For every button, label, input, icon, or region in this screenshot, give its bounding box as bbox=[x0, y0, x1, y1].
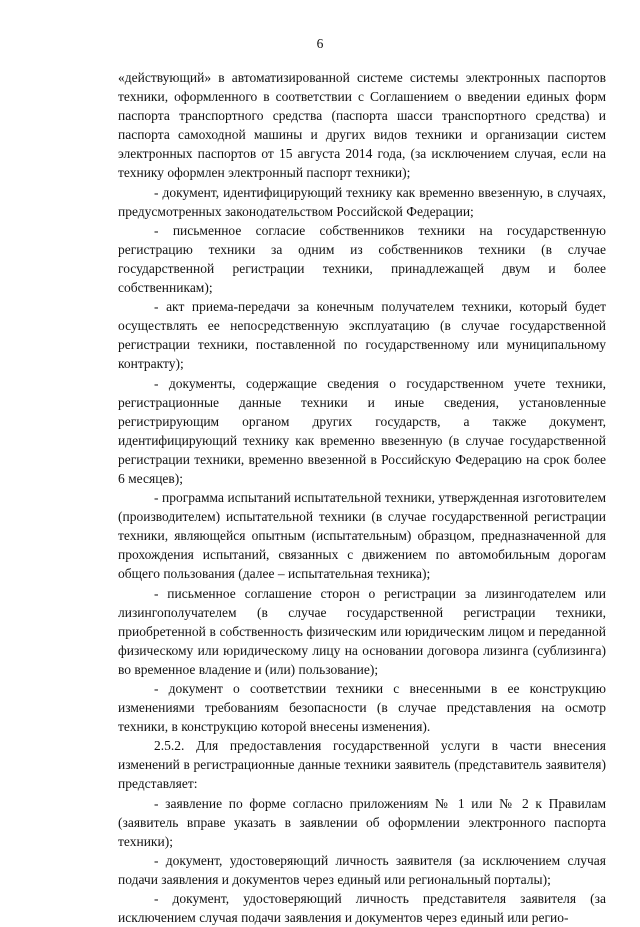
paragraph-leasing-agreement: - письменное соглашение сторон о регистрации за лизингодателем или лизингополучателем (в случае государственной регистрации техники, приобретенной в собственность физическим или юридическим лицом и переданной физическому или юридическому лицу на основании договора лизинга (сублизинга) во временное владение и (или) пользование); bbox=[118, 585, 606, 677]
paragraph-owners-consent: - письменное согласие собственников техники на государственную регистрацию техники за одним из собственников техники (в случае государственной регистрации техники, принадлежащей двум и более собственникам); bbox=[118, 222, 606, 296]
paragraph-foreign-registration-documents: - документы, содержащие сведения о государственном учете техники, регистрационные данные техники и иные сведения, установленные регистрирующим органом других государств, а также документ, идентифицирующий технику как временно ввезенную (в случае государственной регистрации техники, временно ввезенной в Российскую Федерацию на срок более 6 месяцев); bbox=[118, 375, 606, 486]
page-number: 6 bbox=[316, 36, 324, 51]
document-body bbox=[118, 68, 606, 927]
paragraph-test-program: - программа испытаний испытательной техники, утвержденная изготовителем (производителем) испытательной техники (в случае государственной регистрации техники, являющейся опытным (испытательным) образцом, предназначенной для прохождения испытаний, связанных с движением по автомобильным дорогам общего пользования (далее – испытательная техника); bbox=[118, 490, 606, 582]
paragraph-application-form: - заявление по форме согласно приложениям № 1 или № 2 к Правилам (заявитель вправе указать в заявлении об оформлении электронного паспорта техники); bbox=[118, 795, 606, 849]
paragraph-representative-identity: - документ, удостоверяющий личность представителя заявителя (за исключением случая подачи заявления и документов через единый или регио- bbox=[118, 891, 606, 926]
paragraph-conformity-document: - документ о соответствии техники с внесенными в ее конструкцию изменениями требованиям безопасности (в случае представления на осмотр техники, в конструкцию которой внесены изменения). bbox=[118, 681, 606, 735]
paragraph-continuation: «действующий» в автоматизированной системе системы электронных паспортов техники, оформленного в соответствии с Соглашением о введении единых форм паспорта транспортного средства (паспорта шасси транспортного средства) и паспорта самоходной машины и других видов техники и организации систем электронных паспортов от 15 августа 2014 года, (за исключением случая, если на технику оформлен электронный паспорт техники); bbox=[118, 70, 606, 181]
paragraph-applicant-identity: - документ, удостоверяющий личность заявителя (за исключением случая подачи заявления и документов через единый или региональный порталы); bbox=[118, 852, 606, 887]
paragraph-section-2-5-2: 2.5.2. Для предоставления государственной услуги в части внесения изменений в регистрационные данные техники заявитель (представитель заявителя) представляет: bbox=[118, 738, 606, 792]
paragraph-acceptance-act: - акт приема-передачи за конечным получателем техники, который будет осуществлять ее непосредственную эксплуатацию (в случае государственной регистрации техники, поставленной по государственному или муниципальному контракту); bbox=[118, 299, 606, 372]
paragraph-temporary-import-document: - документ, идентифицирующий технику как временно ввезенную, в случаях, предусмотренных законодательством Российской Федерации; bbox=[118, 184, 606, 219]
